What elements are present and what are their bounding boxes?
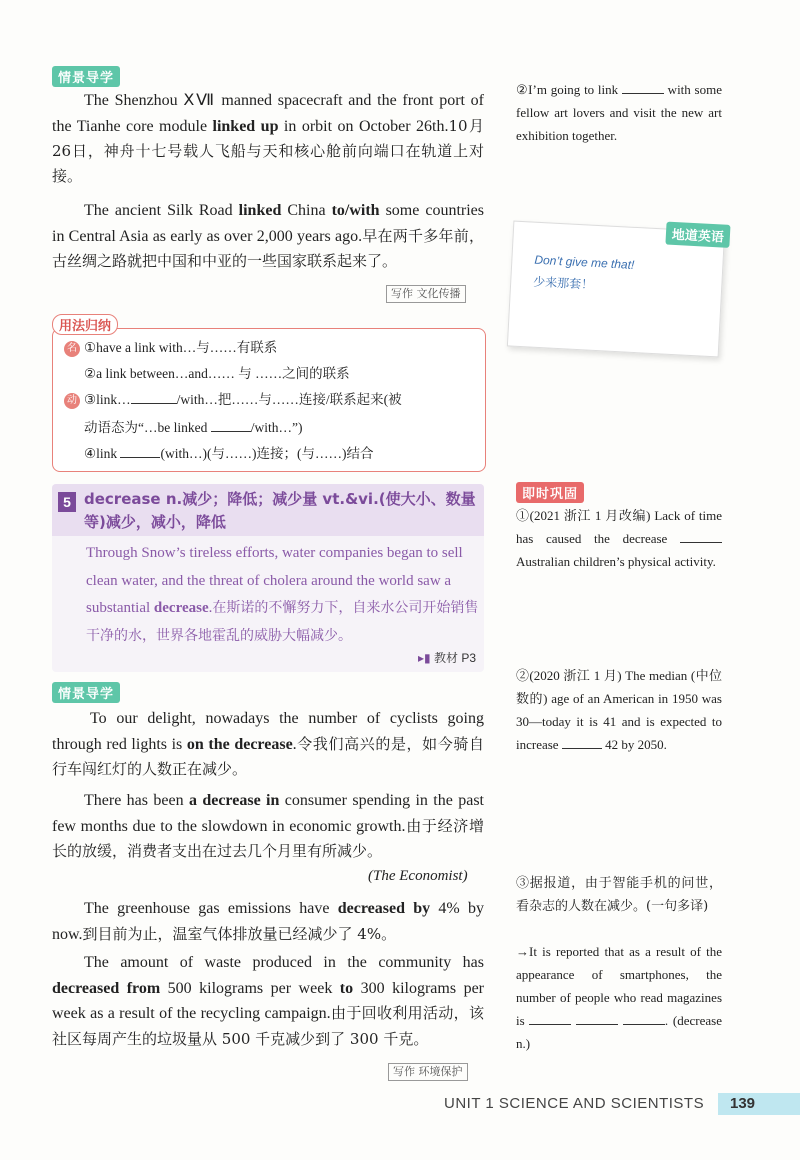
- page-number: 139: [718, 1093, 800, 1115]
- writing-topic-box-2: 写作 环境保护: [388, 1060, 468, 1081]
- practice-2: ②(2020 浙江 1 月) The median (中位数的) age of an American in 1950 was 30—today it is 41 and is expected to increase 42 by 2050.: [516, 668, 722, 752]
- scene2-paragraph-4: The amount of waste produced in the community has decreased from 500 kilograms per week to 300 kilograms per week as a result of the recycling campaign.由于回收利用活动，该社区每周产生的垃圾量从 500 千克减少到了 300 千克。: [52, 954, 485, 1048]
- blank[interactable]: [120, 457, 160, 458]
- blank[interactable]: [529, 1024, 571, 1025]
- slang-note-card: [507, 221, 725, 358]
- usage-line-3: 动 ③link… /with…把……与……连接/联系起来(被: [64, 390, 402, 410]
- exercise-link-2: ②I’m going to link with some fellow art lovers and visit the new art exhibition together.: [516, 82, 722, 143]
- unit-title: UNIT 1 SCIENCE AND SCIENTISTS: [444, 1095, 705, 1112]
- writing-topic-box: 写作 文化传播: [386, 282, 466, 303]
- blank[interactable]: [622, 93, 664, 94]
- blank[interactable]: [680, 542, 722, 543]
- scene2-paragraph-2: There has been a decrease in consumer spending in the past few months due to the slowdown in economic growth.由于经济增长的放缓，消费者支出在过去几个月里有所减少。: [52, 792, 484, 860]
- scene2-paragraph-1: To our delight, nowadays the number of cyclists going through red lights is on the decrease.令我们高兴的是，如今骑自行车闯红灯的人数正在减少。: [52, 710, 484, 778]
- slang-tag: 地道英语: [665, 222, 730, 248]
- blank[interactable]: [623, 1024, 665, 1025]
- word-entry-box: [52, 484, 484, 672]
- blank[interactable]: [562, 748, 602, 749]
- verb-badge: 动: [64, 393, 80, 409]
- book-icon: ▸▮: [418, 651, 431, 665]
- textbook-source: ▸▮ 教材 P3: [418, 651, 476, 665]
- slang-english: Don’t give me that!: [534, 252, 635, 272]
- scene-tag-2: 情景导学: [52, 682, 120, 703]
- blank[interactable]: [211, 431, 251, 432]
- blank[interactable]: [576, 1024, 618, 1025]
- usage-line-2: ②a link between…and…… 与 ……之间的联系: [84, 366, 350, 381]
- word-entry-header: [52, 484, 484, 536]
- noun-badge: 名: [64, 341, 80, 357]
- usage-line-5: ④link (with…)(与……)连接；(与……)结合: [84, 446, 374, 461]
- scene1-paragraph-2: The ancient Silk Road linked China to/with some countries in Central Asia as early as over 2,000 years ago.早在两千多年前，古丝绸之路就把中国和中亚的一些国家联系起来了。: [52, 202, 485, 270]
- source-economist: (The Economist): [368, 868, 468, 884]
- scene-tag: 情景导学: [52, 66, 120, 87]
- practice-3-prompt: ③据报道，由于智能手机的问世，看杂志的人数在减少。(一句多译): [516, 876, 722, 914]
- blank[interactable]: [131, 403, 177, 404]
- scene1-paragraph-1: The Shenzhou ⅩⅦ manned spacecraft and the front port of the Tianhe core module linked up in orbit on October 26th.10月26日，神舟十七号载人飞船与天和核心舱前向端口在轨道上对接。: [52, 92, 485, 185]
- practice-3-answer: →It is reported that as a result of the appearance of smartphones, the number of people who read magazines is . (decrease n.): [516, 944, 722, 1051]
- entry-title: decrease n.减少；降低；减少量 vt.&vi.(使大小、数量等)减少，减小，降低: [84, 490, 476, 531]
- practice-1: ①(2021 浙江 1 月改编) Lack of time has caused the decrease Australian children’s physical activity.: [516, 508, 722, 569]
- entry-example: Through Snow’s tireless efforts, water companies began to sell clean water, and the threat of cholera around the world saw a substantial decrease.在斯诺的不懈努力下，自来水公司开始销售干净的水，世界各地霍乱的威胁大幅减少。: [86, 545, 479, 644]
- usage-tag: 用法归纳: [52, 314, 118, 335]
- slang-chinese: 少来那套！: [532, 274, 594, 292]
- scene2-paragraph-3: The greenhouse gas emissions have decreased by 4% by now.到目前为止，温室气体排放量已经减少了 4%。: [52, 900, 485, 943]
- entry-number: 5: [58, 492, 76, 512]
- practice-tag: 即时巩固: [516, 482, 584, 503]
- usage-line-1: 名 ①have a link with…与……有联系: [64, 338, 277, 358]
- usage-line-4: 动语态为“…be linked /with…”): [84, 420, 303, 435]
